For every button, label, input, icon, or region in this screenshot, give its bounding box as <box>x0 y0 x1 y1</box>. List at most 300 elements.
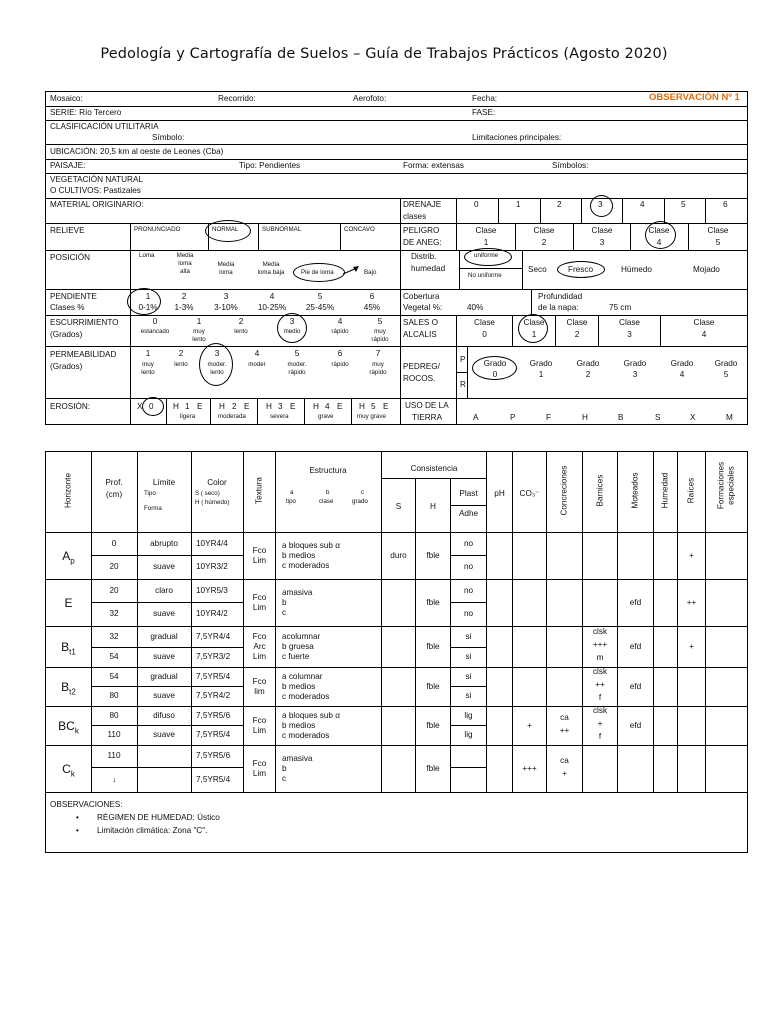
limite-forma: suave <box>153 562 175 571</box>
posicion-label: POSICIÓN <box>50 253 91 262</box>
peligro-aneg-label: DE ANEG: <box>403 238 442 247</box>
uso-s: S <box>655 413 661 422</box>
drenaje-label: DRENAJE <box>403 200 442 209</box>
posicion-media-loma-2: loma <box>219 269 233 276</box>
estructura-line: c moderados <box>282 730 330 740</box>
prof-top: 80 <box>109 710 119 720</box>
textura-line: Arc <box>253 641 266 651</box>
posicion-media-loma-baja-1: Media <box>262 261 280 268</box>
uso-label: USO DE LA <box>405 401 449 410</box>
erosion-grave: grave <box>318 413 334 420</box>
perm-num-6: 6 <box>337 349 343 358</box>
esc-num-0: 0 <box>152 317 158 326</box>
textura-line: Lim <box>252 725 267 735</box>
simbolo-label: Símbolo: <box>152 133 185 142</box>
erosion-ligera: ligera <box>180 413 196 420</box>
pedreg-num-4: 4 <box>679 370 685 379</box>
pedreg-grado-4: Grado <box>670 359 694 368</box>
co3-value: +++ <box>522 763 537 773</box>
plast-value: no <box>463 585 474 595</box>
escurrimiento-grados-label: (Grados) <box>50 330 83 339</box>
uso-p: P <box>510 413 516 422</box>
aerofoto-label: Aerofoto: <box>353 94 387 103</box>
perm-num-5: 5 <box>294 349 300 358</box>
sales-clase-3: Clase <box>619 318 640 327</box>
estructura-line: c <box>282 773 287 783</box>
posicion-media-loma-baja-2: loma baja <box>257 269 285 276</box>
forma-label: Forma: extensas <box>403 161 464 170</box>
erosion-selection-circle <box>142 397 164 416</box>
header-forma: Forma <box>144 505 162 512</box>
distrib-uniforme: uniforme <box>474 252 499 259</box>
horizon-name <box>46 719 91 738</box>
drenaje-1: 1 <box>516 200 521 209</box>
header-prof-unit: (cm) <box>105 490 123 499</box>
erosion-h3: H <box>266 402 272 411</box>
cobertura-label: Cobertura <box>403 292 440 301</box>
prof-top: 110 <box>107 751 121 760</box>
humedad-seco: Seco <box>528 265 547 274</box>
sales-selection-circle <box>518 314 548 343</box>
esc-label-5a: muy <box>374 328 386 335</box>
erosion-label: EROSIÓN: <box>50 402 91 411</box>
peligro-selection-circle <box>645 221 676 249</box>
prof-bottom: 54 <box>109 652 119 661</box>
horizon-subscript: t1 <box>69 646 76 656</box>
barnices-line: clsk <box>592 667 608 676</box>
peligro-clase-3: Clase <box>591 226 613 235</box>
perm-label-1b: lento <box>141 369 155 376</box>
pendiente-num-1: 1 <box>145 292 151 301</box>
erosion-5: 5 <box>371 402 376 411</box>
textura-line: lim <box>254 686 265 696</box>
header-estructura: Estructura <box>309 466 347 475</box>
material-label: MATERIAL ORIGINARIO: <box>50 200 144 209</box>
estructura-line: c moderados <box>282 560 330 570</box>
pendiente-num-2: 2 <box>181 292 187 301</box>
horizon-name <box>46 640 91 659</box>
header-h: H <box>430 502 436 511</box>
posicion-bajo: Bajo <box>364 269 377 276</box>
perm-num-3: 3 <box>214 349 220 358</box>
drenaje-4: 4 <box>640 200 645 209</box>
barnices-line: f <box>598 732 602 741</box>
estructura-line: b <box>282 763 287 773</box>
posicion-media-loma-alta-2: loma <box>178 260 192 267</box>
peligro-clase-2: Clase <box>533 226 555 235</box>
uso-h: H <box>582 413 588 422</box>
napa-label: de la napa: <box>538 303 579 312</box>
pedreg-num-5: 5 <box>723 370 729 379</box>
estructura-line: b gruesa <box>282 641 314 651</box>
humedad-humedo: Húmedo <box>621 265 652 274</box>
peligro-clase-5: Clase <box>707 226 729 235</box>
adhe-value: si <box>465 652 472 661</box>
limite-tipo: claro <box>155 585 173 595</box>
header-barnices: Barnices <box>595 474 605 507</box>
estructura-line: a bloques sub α <box>282 540 340 550</box>
consistencia-h: fble <box>426 641 440 651</box>
moteados-value: efd <box>629 597 642 607</box>
peligro-num-5: 5 <box>715 238 721 247</box>
plast-value: si <box>465 631 472 641</box>
header-formaciones-1: Formaciones <box>716 461 726 510</box>
clasificacion-label: CLASIFICACIÓN UTILITARIA <box>50 122 159 131</box>
estructura-line: c moderados <box>282 691 330 701</box>
prof-top: 54 <box>109 671 119 681</box>
perm-num-2: 2 <box>178 349 184 358</box>
color-seco: 7,5YR4/4 <box>196 631 231 641</box>
horizon-name <box>46 680 91 699</box>
ubicacion-label: UBICACIÓN: 20,5 km al oeste de Leones (Cba) <box>50 147 224 156</box>
bullet-icon: • <box>76 826 79 835</box>
raices-value: + <box>689 550 694 560</box>
plast-value: lig <box>464 710 473 720</box>
limite-tipo: gradual <box>150 631 178 641</box>
header-plast: Plast <box>459 489 478 498</box>
perm-label-6: rápido <box>331 361 349 368</box>
header-co3: CO₃⁻ <box>519 489 540 498</box>
posicion-pie-de-loma: Pie de loma <box>301 269 334 276</box>
relieve-concavo: CONCAVO <box>344 226 375 233</box>
pedreg-grado-2: Grado <box>576 359 600 368</box>
limite-tipo: difuso <box>153 710 175 720</box>
moteados-value: efd <box>629 720 642 730</box>
barnices-line: m <box>596 653 604 662</box>
esc-num-2: 2 <box>238 317 244 326</box>
mosaico-label: Mosaico: <box>50 94 83 103</box>
pendiente-val-6: 45% <box>363 303 381 312</box>
header-ph: pH <box>494 489 505 498</box>
perm-num-1: 1 <box>145 349 151 358</box>
color-humedo: 7,5YR5/4 <box>196 730 231 739</box>
paisaje-label: PAISAJE: <box>50 161 86 170</box>
prof-bottom: 20 <box>109 562 119 571</box>
estructura-line: amasiva <box>282 587 313 597</box>
perm-label-3b: lento <box>210 369 224 376</box>
color-humedo: 10YR4/2 <box>196 609 228 618</box>
estructura-line: c fuerte <box>282 651 310 661</box>
peligro-num-3: 3 <box>599 238 605 247</box>
barnices-line: f <box>598 693 602 702</box>
pendiente-val-4: 10-25% <box>257 303 287 312</box>
estructura-line: a bloques sub α <box>282 710 340 720</box>
prof-bottom: 110 <box>107 730 121 739</box>
distrib-no-uniforme: No uniforme <box>468 272 502 279</box>
color-seco: 10YR5/3 <box>196 585 228 595</box>
permeabilidad-grados-label: (Grados) <box>50 362 83 371</box>
adhe-value: si <box>465 691 472 700</box>
prof-top: 32 <box>109 631 119 641</box>
horizon-subscript: p <box>70 555 75 565</box>
limitaciones-label: Limitaciones principales: <box>472 133 562 142</box>
barnices-line: + <box>597 719 603 728</box>
color-seco: 10YR4/4 <box>196 538 228 548</box>
header-est-tipo: tipo <box>286 498 296 505</box>
color-humedo: 7,5YR5/4 <box>196 774 231 784</box>
observacion-item: RÉGIMEN DE HUMEDAD: Ústico <box>97 813 220 822</box>
horizon-subscript: t2 <box>69 686 76 696</box>
drenaje-selection-circle <box>590 195 613 217</box>
peligro-num-4: 4 <box>656 238 662 247</box>
header-textura: Textura <box>254 477 264 504</box>
pendiente-val-1: 0-1% <box>138 303 158 312</box>
estructura-line: acolumnar <box>282 631 321 641</box>
concreciones-line: ca <box>560 755 569 765</box>
concreciones-line: + <box>562 768 567 778</box>
header-limite: Límite <box>152 478 176 487</box>
textura-line: Lim <box>252 555 267 565</box>
raices-value: + <box>689 641 694 651</box>
textura-line: Lim <box>252 768 267 778</box>
concreciones-line: ++ <box>559 725 570 735</box>
estructura-line: b medios <box>282 720 316 730</box>
relieve-label: RELIEVE <box>50 226 85 235</box>
header-est-c: c <box>361 489 365 496</box>
perm-label-5b: rápido <box>288 369 306 376</box>
pedreg-p: P <box>460 355 466 364</box>
drenaje-6: 6 <box>723 200 728 209</box>
horizon-subscript: k <box>70 768 75 778</box>
pedreg-num-1: 1 <box>538 370 544 379</box>
erosion-e3: E <box>290 402 296 411</box>
sales-label: SALES O <box>403 318 439 327</box>
drenaje-2: 2 <box>557 200 562 209</box>
pendiente-selection-circle <box>127 288 161 315</box>
consistencia-h: fble <box>426 681 440 691</box>
pedreg-grado-0: Grado <box>483 359 507 368</box>
prof-top: 0 <box>111 538 117 548</box>
sales-num-4: 4 <box>701 330 707 339</box>
pedreg-selection-circle <box>472 356 517 380</box>
humedad-mojado: Mojado <box>693 265 720 274</box>
sales-num-1: 1 <box>531 330 537 339</box>
prof-bottom: 32 <box>109 609 119 618</box>
estructura-line: amasiva <box>282 753 313 763</box>
barnices-line: clsk <box>592 627 608 636</box>
prof-top: 20 <box>109 585 119 595</box>
pedreg-num-3: 3 <box>632 370 638 379</box>
recorrido-label: Recorrido: <box>218 94 256 103</box>
header-tipo: Tipo <box>144 490 156 497</box>
profundidad-value: 75 cm <box>609 303 632 312</box>
relieve-pronunciado: PRONUNCIADO <box>134 226 181 233</box>
limite-forma: suave <box>153 652 175 661</box>
header-color-s: S ( seco) <box>195 490 220 497</box>
esc-label-1b: lento <box>192 336 206 343</box>
header-s: S <box>395 502 402 511</box>
horizon-label: BC <box>58 718 75 733</box>
perm-label-4: moder <box>248 361 266 368</box>
fase-label: FASE: <box>472 108 496 117</box>
humedad-label: humedad <box>411 264 446 273</box>
esc-label-0: estancado <box>140 328 170 335</box>
limite-forma: suave <box>153 609 175 618</box>
horizon-label: C <box>62 761 71 776</box>
esc-label-4: rápido <box>331 328 349 335</box>
estructura-line: c <box>282 607 287 617</box>
uso-x: X <box>690 413 696 422</box>
header-consistencia: Consistencia <box>410 464 458 473</box>
horizon-label: A <box>62 548 71 563</box>
humedad-fresco: Fresco <box>568 265 594 274</box>
pendiente-num-3: 3 <box>223 292 229 301</box>
perm-label-1a: muy <box>142 361 154 368</box>
profundidad-label: Profundidad <box>538 292 583 301</box>
esc-label-5b: rápido <box>371 336 389 343</box>
consistencia-h: fble <box>426 597 440 607</box>
rocos-label: ROCOS. <box>403 374 436 383</box>
perm-label-5a: moder. <box>287 361 307 368</box>
posicion-media-loma-alta-3: alta <box>180 268 190 275</box>
erosion-4: 4 <box>325 402 330 411</box>
uniforme-selection-circle <box>464 248 512 266</box>
erosion-h2: H <box>219 402 225 411</box>
barnices-line: ++ <box>595 680 605 689</box>
header-est-a: a <box>290 489 294 496</box>
esc-label-3: medio <box>283 328 301 335</box>
erosion-x: X <box>137 402 143 411</box>
erosion-e4: E <box>337 402 343 411</box>
horizon-name <box>46 762 91 781</box>
erosion-h4: H <box>313 402 319 411</box>
erosion-muy-grave: muy grave <box>357 413 386 420</box>
esc-label-2: lento <box>234 328 248 335</box>
limite-forma: suave <box>153 730 175 739</box>
esc-label-1a: muy <box>193 328 205 335</box>
perm-label-7b: rápido <box>369 369 387 376</box>
posicion-media-loma-alta-1: Media <box>176 252 194 259</box>
distrib-label: Distrib. <box>411 252 437 261</box>
tipo-label: Tipo: Pendientes <box>239 161 301 170</box>
posicion-selection-circle <box>293 263 345 282</box>
cultivos-label: O CULTIVOS: Pastizales <box>50 186 141 195</box>
color-seco: 7,5YR5/4 <box>196 671 231 681</box>
limite-tipo: abrupto <box>150 538 178 548</box>
moteados-value: efd <box>629 641 642 651</box>
simbolos-label: Símbolos: <box>552 161 589 170</box>
sales-clase-1: Clase <box>523 318 545 327</box>
pendiente-val-2: 1-3% <box>174 303 194 312</box>
color-seco: 7,5YR5/6 <box>196 710 231 720</box>
erosion-2: 2 <box>232 402 237 411</box>
header-est-clase: clase <box>319 498 334 505</box>
limite-tipo: gradual <box>150 671 178 681</box>
posicion-loma: Loma <box>139 252 155 259</box>
moteados-value: efd <box>629 681 642 691</box>
horizon-name <box>46 549 91 568</box>
header-adhe: Adhe <box>458 509 479 518</box>
header-color-h: H ( húmedo) <box>195 499 230 506</box>
consistencia-h: fble <box>426 550 440 560</box>
barnices-line: +++ <box>592 640 608 649</box>
pendiente-num-5: 5 <box>317 292 323 301</box>
observacion-item: Limitación climática: Zona "C". <box>97 826 208 835</box>
uso-b: B <box>618 413 624 422</box>
header-moteados: Moteados <box>630 472 640 509</box>
observation-number: OBSERVACIÓN Nº 1 <box>649 92 740 103</box>
peligro-clase-1: Clase <box>475 226 497 235</box>
peligro-label: PELIGRO <box>403 226 440 235</box>
raices-value: ++ <box>686 597 697 607</box>
textura-line: Lim <box>252 651 267 661</box>
relieve-selection-circle <box>205 220 251 242</box>
uso-f: F <box>546 413 552 422</box>
drenaje-5: 5 <box>681 200 686 209</box>
arrow-icon <box>342 264 362 276</box>
fecha-label: Fecha: <box>472 94 498 103</box>
adhe-value: lig <box>464 730 473 739</box>
cobertura-vegetal-label: Vegetal %: <box>403 303 443 312</box>
escurrimiento-selection-circle <box>277 313 307 343</box>
erosion-e5: E <box>383 402 389 411</box>
pendiente-label: PENDIENTE <box>50 292 97 301</box>
erosion-0: 0 <box>149 402 154 411</box>
uso-m: M <box>726 413 733 422</box>
pendiente-clases-label: Clases % <box>50 303 85 312</box>
permeabilidad-selection-circle <box>199 343 233 386</box>
textura-line: Lim <box>252 602 267 612</box>
bullet-icon: • <box>76 813 79 822</box>
pendiente-num-4: 4 <box>269 292 275 301</box>
tierra-label: TIERRA <box>412 413 443 422</box>
textura-line: Fco <box>252 715 267 725</box>
peligro-num-2: 2 <box>541 238 547 247</box>
pedreg-num-0: 0 <box>492 370 498 379</box>
relieve-subnormal: SUBNORMAL <box>262 226 302 233</box>
header-est-grado: grado <box>352 498 368 505</box>
pendiente-val-5: 25-45% <box>305 303 335 312</box>
alcalis-label: ALCALIS <box>403 330 437 339</box>
erosion-severa: severa <box>270 413 289 420</box>
serie-label: SERIE: Río Tercero <box>50 108 122 117</box>
textura-line: Fco <box>252 545 267 555</box>
permeabilidad-label: PERMEABILIDAD <box>50 350 117 359</box>
vegetacion-label: VEGETACIÓN NATURAL <box>50 175 143 184</box>
prof-bottom: ↓ <box>111 774 117 784</box>
horizon-subscript: k <box>74 725 79 735</box>
humedad-selection-circle <box>557 261 605 278</box>
header-formaciones-2: especiales <box>726 466 736 505</box>
posicion-media-loma-1: Media <box>217 261 235 268</box>
perm-label-2: lento <box>174 361 188 368</box>
sales-num-3: 3 <box>627 330 632 339</box>
erosion-e2: E <box>244 402 250 411</box>
uso-a: A <box>473 413 479 422</box>
sales-clase-2: Clase <box>566 318 588 327</box>
estructura-line: b medios <box>282 550 316 560</box>
erosion-3: 3 <box>278 402 283 411</box>
header-color: Color <box>207 478 227 487</box>
textura-line: Fco <box>252 631 267 641</box>
adhe-value: no <box>463 562 474 571</box>
plast-value: no <box>463 538 474 548</box>
sales-clase-4: Clase <box>693 318 715 327</box>
observaciones-label: OBSERVACIONES: <box>50 800 123 809</box>
estructura-line: b medios <box>282 681 316 691</box>
color-seco: 7,5YR5/6 <box>196 751 231 760</box>
pedreg-grado-1: Grado <box>529 359 553 368</box>
drenaje-3: 3 <box>598 200 603 209</box>
header-humedad: Humedad <box>660 472 670 509</box>
sales-clase-0: Clase <box>474 318 495 327</box>
sales-num-0: 0 <box>482 330 487 339</box>
escurrimiento-label: ESCURRIMIENTO <box>50 318 119 327</box>
erosion-moderada: moderada <box>218 413 246 420</box>
horizon-label: E <box>64 595 73 610</box>
peligro-clase-4: Clase <box>648 226 670 235</box>
estructura-line: a columnar <box>282 671 323 681</box>
